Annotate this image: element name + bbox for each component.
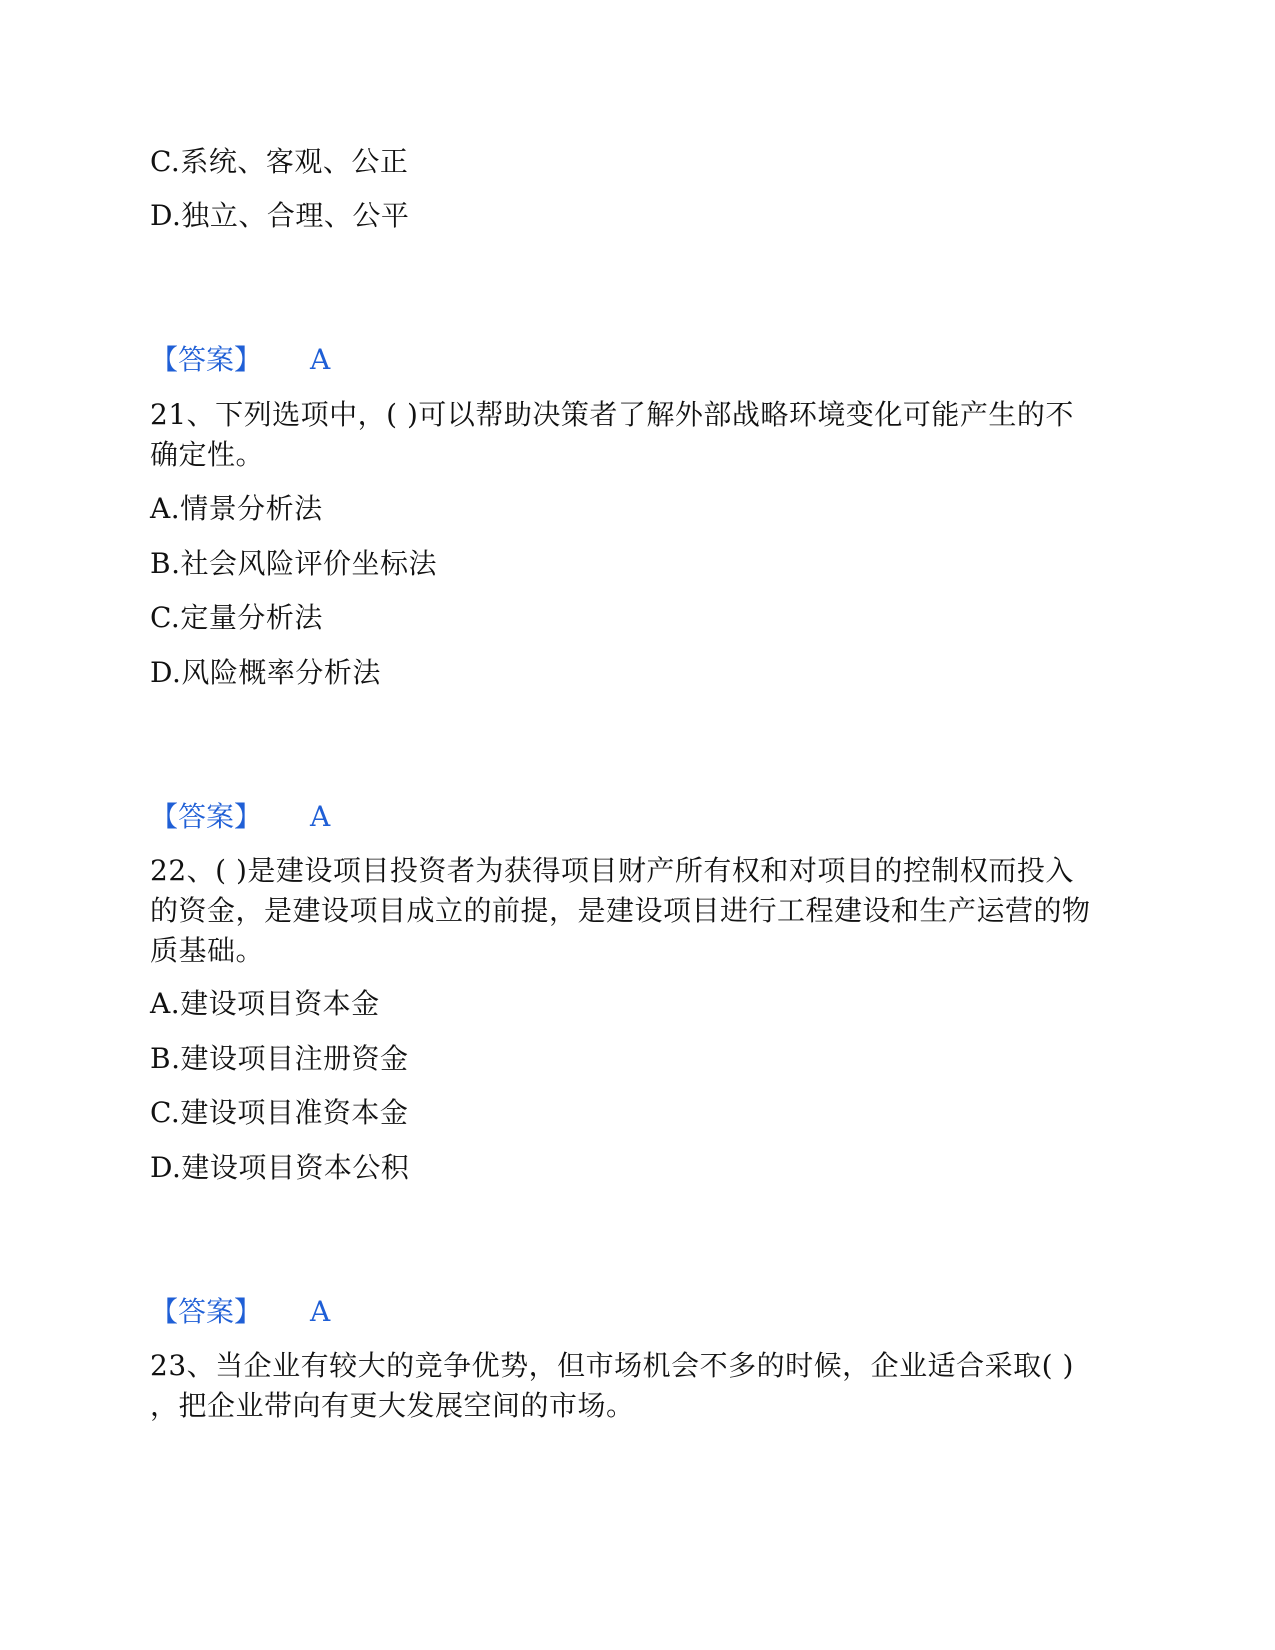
q22-option-d: D.建设项目资本公积 <box>150 1151 410 1184</box>
q21-answer <box>150 797 330 837</box>
answer-label: 【答案】 <box>150 343 263 376</box>
answer-label: 【答案】 <box>150 800 263 833</box>
q20-option-d: D.独立、合理、公平 <box>150 199 410 232</box>
q21-option-b: B.社会风险评价坐标法 <box>150 547 437 580</box>
answer-value: A <box>310 343 331 376</box>
q22-option-b: B.建设项目注册资金 <box>150 1042 409 1075</box>
q22-answer <box>150 1292 330 1332</box>
q22-option-c: C.建设项目准资本金 <box>150 1096 409 1129</box>
q21-option-a: A.情景分析法 <box>150 492 323 525</box>
answer-value: A <box>310 1295 331 1328</box>
q21-stem-line-1: 21、下列选项中，( )可以帮助决策者了解外部战略环境变化可能产生的不 <box>150 398 1074 431</box>
q20-answer <box>150 340 330 380</box>
answer-value: A <box>310 800 331 833</box>
q21-option-c: C.定量分析法 <box>150 601 323 634</box>
q21-stem-line-2: 确定性。 <box>150 438 265 471</box>
q21-option-d: D.风险概率分析法 <box>150 656 381 689</box>
q22-stem-line-3: 质基础。 <box>150 934 265 967</box>
q23-stem-line-2: ，把企业带向有更大发展空间的市场。 <box>150 1389 635 1422</box>
q22-option-a: A.建设项目资本金 <box>150 987 380 1020</box>
q20-option-c: C.系统、客观、公正 <box>150 145 409 178</box>
q22-stem-line-1: 22、( )是建设项目投资者为获得项目财产所有权和对项目的控制权而投入 <box>150 854 1074 887</box>
q22-stem-line-2: 的资金，是建设项目成立的前提，是建设项目进行工程建设和生产运营的物 <box>150 894 1091 927</box>
answer-label: 【答案】 <box>150 1295 263 1328</box>
q23-stem-line-1: 23、当企业有较大的竞争优势，但市场机会不多的时候，企业适合采取( ) <box>150 1349 1074 1382</box>
